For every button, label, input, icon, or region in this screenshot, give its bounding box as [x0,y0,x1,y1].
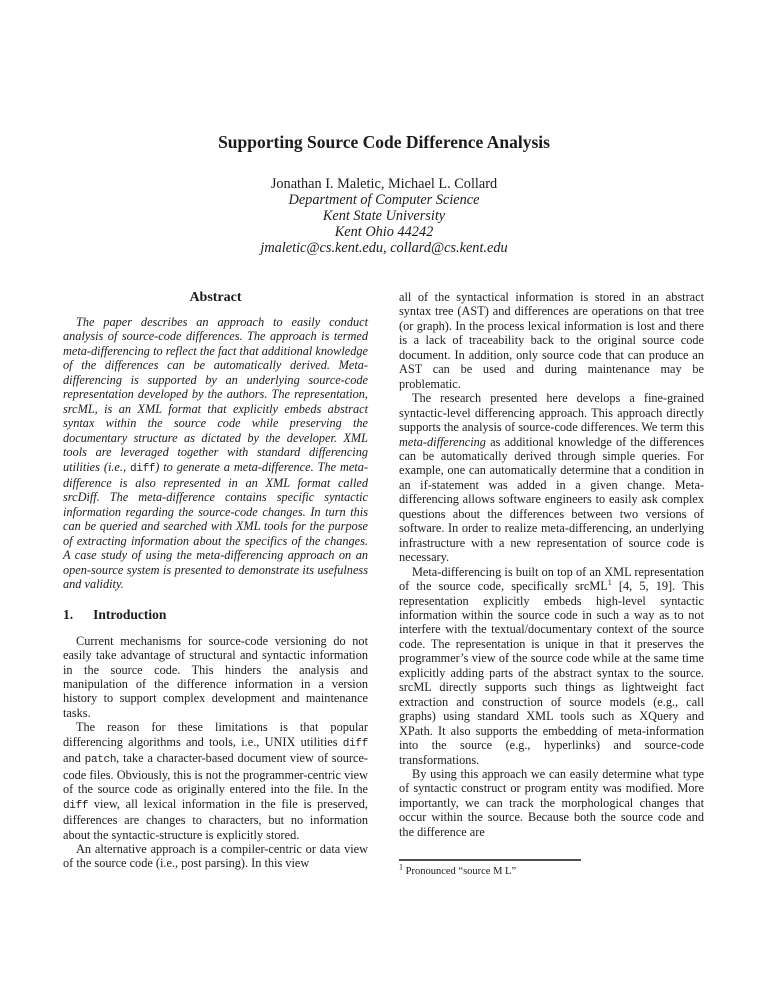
paper-title: Supporting Source Code Difference Analysis [218,132,550,152]
affiliation-address: Kent Ohio 44242 [334,224,434,240]
intro-paragraph-3 [63,842,368,871]
body-text: The research presented here develops a fine-grained syntactic-level differencing approach. This approach directly supports the analysis of source-code differences. We term this [399,391,704,435]
right-paragraph-2 [399,391,704,564]
inline-code-diff: diff [342,737,368,750]
emphasis-meta-differencing: meta-differencing [399,434,486,449]
footnote-marker: 1 [399,862,403,872]
body-text: Meta-differencing is built on top of an XML representation of the source code, specifically srcML [399,564,704,594]
body-text: , take a character-based document view of source-code files. Obviously, this is not the programmer-centric view of the source code as originally entered into the file. In the [63,751,368,797]
author-block [63,176,705,256]
body-text: The reason for these limitations is that popular differencing algorithms and tools, i.e., UNIX utilities [63,720,368,749]
two-column-body [63,290,705,878]
intro-paragraph-1 [63,634,368,721]
body-text: all of the syntactical information is stored in an abstract syntax tree (AST) and differences are operations on that tree (or graph). In the process lexical information is lost and there is a lack of traceability back to the original source code document. In addition, only source code that can produce an AST can be used and during maintenance may be problematic. [399,290,704,391]
author-emails: jmaletic@cs.kent.edu, collard@cs.kent.edu [260,240,508,256]
section-heading-introduction [63,606,368,623]
footnote-text [399,862,704,878]
footnote-body: Pronounced “source M L” [405,866,517,878]
body-text: By using this approach we can easily determine what type of syntactic construct or program entity was modified. More importantly, we can track the morphological changes that occur within the source. Because both the source code and the difference are [399,766,704,839]
right-paragraph-4 [399,767,704,839]
section-title: Introduction [93,606,167,622]
intro-paragraph-2 [63,720,368,842]
right-column [399,290,704,878]
affiliation-department: Department of Computer Science [288,192,480,208]
section-number: 1. [63,606,74,622]
affiliation-university: Kent State University [322,208,446,224]
inline-code-diff: diff [63,799,89,812]
footnote-reference: 1 [607,577,612,587]
body-text: view, all lexical information in the file is preserved, differences are changes to characters, but no information about the syntactic-structure is explicitly stored. [63,796,368,842]
abstract-text: The paper describes an approach to easily conduct analysis of source-code differences. The approach is termed meta-differencing to reflect the fact that additional knowledge of the differences can be automatically derived. Meta-differencing is supported by an underlying source-code representation developed by the authors. The representation, srcML, is an XML format that explicitly embeds abstract syntax within the source code while preserving the documentary structure as dictated by the developer. XML tools are leveraged together with standard differencing utilities (i.e., [63,315,368,474]
body-text: An alternative approach is a compiler-centric or data view of the source code (i.e., post parsing). In this view [63,841,368,871]
right-paragraph-1 [399,290,704,391]
body-text: [4, 5, 19]. This representation explicitly embeds high-level syntactic information within the source code in such a way as to not interfere with the textual/documentary context of the source code. The representation is unique in that it preserves the programmer’s view of the source code while at the same time explicitly adding parts of the abstract syntax to the source. srcML directly supports such things as lightweight fact extraction and construction of source models (e.g., call graphs) using standard XML tools such as XQuery and XPath. It also supports the embedding of meta-information into the source (e.g., hyperlinks) and source-code transformations. [399,579,704,767]
footnote [399,859,704,878]
abstract-text: ) to generate a meta-difference. The meta-difference is also represented in an XML format called srcDiff. The meta-difference contains specific syntactic information regarding the source-code changes. In turn this can be queried and searched with XML tools for the purpose of extracting information about the specifics of the changes. A case study of using the meta-differencing approach on an open-source system is presented to demonstrate its usefulness and validity. [63,459,369,592]
abstract-paragraph [63,315,368,592]
inline-code-patch: patch [84,754,117,767]
body-text: as additional knowledge of the differences can be automatically derived through simple queries. For example, one can automatically determine that a condition in an if-statement was added in a given change. Meta-differencing allows software engineers to easily ask complex questions about the differences between two versions of software. In order to realize meta-differencing, an underlying infrastructure with a new representation of source code is necessary. [399,434,704,565]
abstract-heading: Abstract [189,290,242,305]
inline-code-diff: diff [130,462,156,475]
body-text: and [63,751,85,766]
right-paragraph-3 [399,565,704,767]
author-names: Jonathan I. Maletic, Michael L. Collard [270,176,498,192]
body-text: Current mechanisms for source-code versioning do not easily take advantage of structural and syntactic information in the source code. This hinders the analysis and manipulation of the difference information in a version history to support complex development and maintenance tasks. [63,633,368,720]
footnote-separator-rule [399,859,581,861]
left-column [63,290,368,871]
